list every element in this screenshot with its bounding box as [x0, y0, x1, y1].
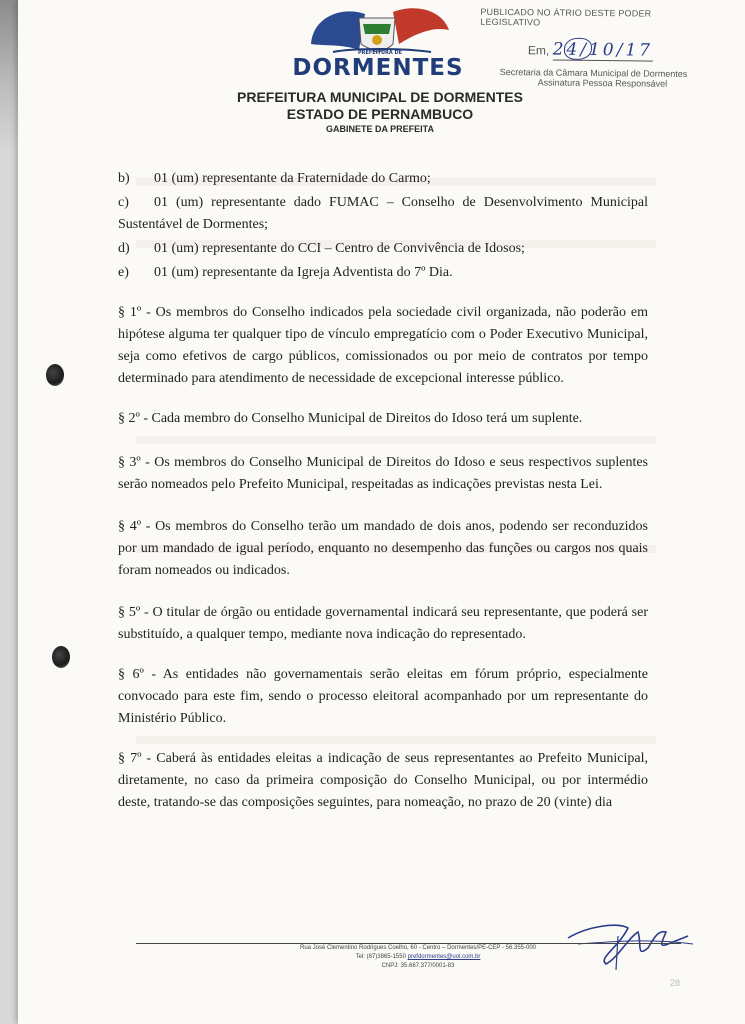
logo-wordmark: DORMENTES: [292, 55, 464, 81]
list-item-label: d): [118, 241, 130, 256]
list-item-b: [118, 168, 648, 190]
document-page: [18, 0, 745, 1024]
page-number: 28: [670, 978, 681, 988]
list-item-label: c): [118, 195, 129, 210]
logo-subtitle: PREFEITURA DE: [357, 50, 403, 56]
paragraph-5: § 5º - O titular de órgão ou entidade governamental indicará seu representante, que poderá ser substituído, a qualquer tempo, mediante nova indicação do representado.: [118, 605, 648, 642]
footer-email[interactable]: prefdormentes@uol.com.br: [407, 954, 481, 960]
paragraph-7: § 7º - Caberá às entidades eleitas a indicação de seus representantes ao Prefeito Municipal, diretamente, no caso da primeira composição do Conselho Municipal, ou por intermédio deste, tratando-se das composições seguintes, para nomeação, no prazo de 20 (vinte) dia: [118, 751, 648, 810]
list-item-label: e): [118, 265, 129, 280]
header-office: GABINETE DA PREFEITA: [325, 124, 434, 134]
footer-cnpj: CNPJ: 35.667.377/0001-83: [381, 963, 455, 969]
list-item-label: b): [118, 171, 130, 186]
footer: [218, 944, 618, 971]
list-item-text: 01 (um) representante da Fraternidade do Carmo;: [154, 171, 431, 186]
punch-hole-top: [46, 364, 64, 386]
stamp-signature-mark: [564, 38, 592, 60]
punch-hole-bottom: [52, 646, 70, 668]
footer-phone: Tel: (87)3865-1550: [355, 954, 406, 960]
paragraph-6: § 6º - As entidades não governamentais serão eleitas em fórum próprio, especialmente convocado para este fim, sendo o processo eleitoral acompanhado por um representante do Ministério Público.: [118, 667, 648, 726]
list-item-c: [118, 192, 648, 236]
document-body: [118, 168, 648, 814]
publication-stamp: [480, 7, 711, 89]
header-state: ESTADO DE PERNAMBUCO: [286, 106, 474, 122]
footer-address: Rua José Clementino Rodrigues Coelho, 60 - Centro – Dormentes/PE-CEP - 56.355-000: [299, 945, 536, 951]
stamp-line-4: Assinatura Pessoa Responsável: [537, 77, 668, 89]
list-item-text: 01 (um) representante da Igreja Adventista do 7º Dia.: [154, 265, 453, 280]
paragraph-2: § 2º - Cada membro do Conselho Municipal de Direitos do Idoso terá um suplente.: [118, 411, 583, 426]
stamp-date: 24/10/17: [552, 39, 654, 61]
paragraph-3: § 3º - Os membros do Conselho Municipal de Direitos do Idoso e seus respectivos suplentes serão nomeados pelo Prefeito Municipal, respeitadas as indicações previstas nesta Lei.: [118, 455, 648, 492]
list-item-text: 01 (um) representante do CCI – Centro de Convivência de Idosos;: [154, 241, 525, 256]
stamp-line-1: PUBLICADO NO ÁTRIO DESTE PODER LEGISLATIVO: [480, 6, 652, 28]
stamp-date-line: Em, 24/10/17: [527, 39, 654, 61]
footer-contact: [218, 953, 618, 962]
list-item-e: [118, 262, 648, 284]
paragraph-4: § 4º - Os membros do Conselho terão um mandado de dois anos, podendo ser reconduzidos por um mandado de igual período, enquanto no desempenho das funções ou cargos nos quais foram nomeados ou indicados.: [118, 519, 648, 578]
header-title: PREFEITURA MUNICIPAL DE DORMENTES: [237, 89, 523, 105]
list-item-d: [118, 238, 648, 260]
stamp-em-label: Em: [527, 43, 547, 58]
stamp-line-3: Secretaria da Câmara Municipal de Dormentes: [499, 67, 688, 79]
list-item-text: 01 (um) representante dado FUMAC – Conselho de Desenvolvimento Municipal Sustentável de Dormentes;: [118, 195, 648, 232]
paragraph-1: § 1º - Os membros do Conselho indicados pela sociedade civil organizada, não poderão em hipótese alguma ter qualquer tipo de vínculo empregatício com o Poder Executivo Municipal, seja como efetivos de cargo públicos, comissionados ou por meio de contratos por tempo determinado para atendimento de necessidade de excepcional interesse público.: [118, 305, 648, 386]
